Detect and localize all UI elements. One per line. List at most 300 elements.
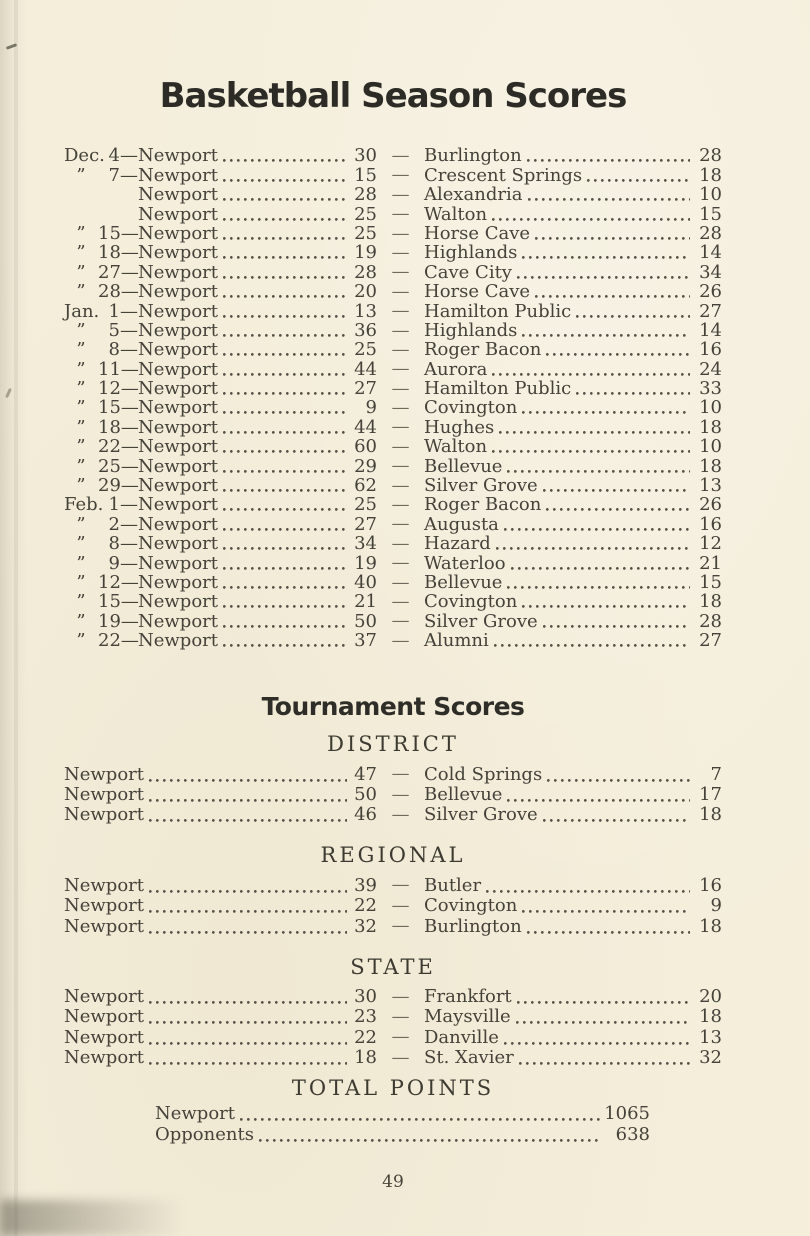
home-side	[64, 573, 377, 592]
game-month: ”	[76, 610, 86, 632]
home-team-name: Newport	[64, 804, 145, 826]
dot-leader	[223, 411, 347, 414]
opponent-side	[424, 262, 722, 281]
home-team-name: Newport	[138, 513, 219, 535]
game-month: ”	[76, 378, 86, 400]
season-score-row	[64, 224, 722, 243]
dot-leader	[486, 890, 690, 893]
home-team-name: Newport	[138, 358, 219, 380]
score-separator-dash: —	[391, 571, 410, 593]
score-separator-dash: —	[391, 435, 410, 457]
opponent-score: 32	[699, 1047, 722, 1069]
dot-leader	[223, 470, 347, 473]
score-separator-dash: —	[391, 338, 410, 360]
home-team-name: Newport	[64, 763, 145, 785]
opponent-score: 13	[699, 1026, 722, 1048]
home-team-score: 19	[354, 242, 377, 264]
game-month: ”	[76, 552, 86, 574]
dot-leader	[492, 218, 690, 221]
home-team-name: Newport	[64, 985, 145, 1007]
dot-leader	[223, 315, 347, 318]
dot-leader	[522, 256, 690, 259]
home-side	[64, 224, 377, 243]
opponent-score: 13	[699, 475, 722, 497]
home-side	[64, 592, 377, 611]
home-team-name: Newport	[64, 895, 145, 917]
dot-leader	[546, 353, 690, 356]
opponent-score: 16	[699, 513, 722, 535]
opponent-side	[424, 165, 722, 184]
season-score-row	[64, 359, 722, 378]
opponent-name: Covington	[424, 895, 518, 917]
game-month: ”	[76, 513, 86, 535]
game-month: Dec.	[64, 145, 105, 167]
opponent-name: Cave City	[424, 261, 512, 283]
game-month: ”	[76, 571, 86, 593]
tournament-score-row	[64, 1027, 722, 1047]
game-month: ”	[76, 242, 86, 264]
season-score-row	[64, 146, 722, 165]
game-month: ”	[76, 475, 86, 497]
dot-leader	[223, 218, 347, 221]
season-score-row	[64, 437, 722, 456]
dot-leader	[576, 392, 690, 395]
opponent-side	[424, 1007, 722, 1027]
dot-leader	[223, 547, 347, 550]
season-score-row	[64, 262, 722, 281]
score-separator-dash: —	[391, 532, 410, 554]
game-month: ”	[76, 281, 86, 303]
score-separator-dash: —	[391, 164, 410, 186]
game-day: 29—	[98, 475, 139, 497]
opponent-name: Roger Bacon	[424, 339, 542, 361]
dot-leader	[223, 644, 347, 647]
opponent-side	[424, 185, 722, 204]
opponent-name: Crescent Springs	[424, 164, 583, 186]
dot-leader	[492, 373, 690, 376]
opponent-name: Hazard	[424, 533, 491, 555]
home-team-score: 28	[354, 261, 377, 283]
dot-leader	[547, 779, 690, 782]
score-separator-dash: —	[391, 203, 410, 225]
opponent-side	[424, 592, 722, 611]
opponent-score: 18	[699, 164, 722, 186]
opponent-name: Silver Grove	[424, 610, 538, 632]
total-points-row	[155, 1104, 650, 1124]
season-score-row	[64, 282, 722, 301]
season-score-row	[64, 534, 722, 553]
dot-leader	[223, 489, 347, 492]
dot-leader	[504, 1042, 690, 1045]
home-team-name: Newport	[138, 475, 219, 497]
opponent-score: 15	[699, 203, 722, 225]
home-side	[64, 476, 377, 495]
home-team-name: Newport	[138, 455, 219, 477]
score-separator-dash: —	[391, 1005, 410, 1027]
home-team-score: 39	[354, 874, 377, 896]
opponent-name: Butler	[424, 874, 482, 896]
game-day: 15—	[98, 222, 139, 244]
opponent-score: 28	[699, 145, 722, 167]
home-team-score: 50	[354, 610, 377, 632]
total-points-heading: TOTAL POINTS	[291, 1076, 495, 1101]
game-day: 27—	[98, 261, 139, 283]
score-separator-dash: —	[391, 300, 410, 322]
dot-leader	[507, 586, 690, 589]
game-day: 2—	[108, 513, 138, 535]
game-month: ”	[76, 416, 86, 438]
dot-leader	[149, 890, 347, 893]
home-team-name: Newport	[138, 533, 219, 555]
dot-leader	[223, 334, 347, 337]
opponent-side	[424, 611, 722, 630]
home-side	[64, 282, 377, 301]
total-points-value: 638	[615, 1123, 650, 1145]
season-score-row	[64, 573, 722, 592]
score-separator-dash: —	[391, 1046, 410, 1068]
score-separator-dash: —	[391, 319, 410, 341]
home-side	[64, 456, 377, 475]
opponent-side	[424, 301, 722, 320]
home-side	[64, 514, 377, 533]
dot-leader	[223, 450, 347, 453]
home-team-score: 37	[354, 630, 377, 652]
home-team-score: 40	[354, 571, 377, 593]
opponent-name: Hamilton Public	[424, 300, 572, 322]
home-team-name: Newport	[64, 915, 145, 937]
season-score-row	[64, 553, 722, 572]
opponent-score: 15	[699, 571, 722, 593]
opponent-score: 10	[699, 436, 722, 458]
game-day: 18—	[98, 416, 139, 438]
home-side	[64, 165, 377, 184]
home-team-score: 30	[354, 985, 377, 1007]
dot-leader	[149, 1042, 347, 1045]
opponent-name: Covington	[424, 591, 518, 613]
home-side	[64, 495, 377, 514]
tournament-section-heading: STATE	[350, 954, 436, 979]
home-team-name: Newport	[64, 783, 145, 805]
dot-leader	[223, 237, 347, 240]
opponent-score: 9	[710, 895, 722, 917]
home-side	[64, 534, 377, 553]
tournament-score-row	[64, 764, 722, 784]
total-points-value: 1065	[604, 1103, 650, 1125]
opponent-name: Waterloo	[424, 552, 506, 574]
opponent-score: 12	[699, 533, 722, 555]
game-month: ”	[76, 339, 86, 361]
opponent-score: 7	[710, 763, 722, 785]
opponent-name: Burlington	[424, 915, 522, 937]
opponent-score: 20	[699, 985, 722, 1007]
game-day: 5—	[108, 319, 138, 341]
opponent-side	[424, 282, 722, 301]
dot-leader	[527, 931, 690, 934]
home-team-name: Newport	[64, 1006, 145, 1028]
dot-leader	[496, 547, 690, 550]
home-team-name: Newport	[138, 164, 219, 186]
game-month: ”	[76, 261, 86, 283]
game-month: ”	[76, 358, 86, 380]
home-side	[64, 875, 377, 895]
score-separator-dash: —	[391, 145, 410, 166]
home-team-score: 60	[354, 436, 377, 458]
tournament-score-row	[64, 875, 722, 895]
home-team-name: Newport	[64, 874, 145, 896]
dot-leader	[522, 605, 690, 608]
score-separator-dash: —	[391, 358, 410, 380]
opponent-side	[424, 896, 722, 916]
game-day: 1—	[108, 300, 138, 322]
dot-leader	[543, 819, 690, 822]
game-month: ”	[76, 164, 86, 186]
score-separator-dash: —	[391, 377, 410, 399]
home-side	[64, 631, 377, 650]
tournament-score-row	[64, 785, 722, 805]
page-number: 49	[382, 1171, 404, 1192]
score-separator-dash: —	[391, 803, 410, 825]
home-team-name: Newport	[64, 1047, 145, 1069]
home-team-name: Newport	[64, 1026, 145, 1048]
opponent-name: Bellevue	[424, 571, 503, 593]
dot-leader	[223, 373, 347, 376]
opponent-name: Horse Cave	[424, 222, 531, 244]
score-separator-dash: —	[391, 763, 410, 785]
game-day: 18—	[98, 242, 139, 264]
opponent-score: 18	[699, 591, 722, 613]
opponent-score: 28	[699, 222, 722, 244]
game-month: ”	[76, 222, 86, 244]
score-separator-dash: —	[391, 985, 410, 1007]
score-separator-dash: —	[391, 783, 410, 805]
opponent-score: 18	[699, 455, 722, 477]
dot-leader	[149, 910, 347, 913]
home-side	[64, 417, 377, 436]
opponent-score: 16	[699, 339, 722, 361]
score-separator-dash: —	[391, 874, 410, 896]
opponent-name: Cold Springs	[424, 763, 543, 785]
score-separator-dash: —	[391, 629, 410, 651]
home-side	[64, 146, 377, 165]
opponent-name: Alexandria	[424, 184, 523, 206]
home-team-score: 47	[354, 763, 377, 785]
tournament-score-row	[64, 916, 722, 936]
dot-leader	[223, 392, 347, 395]
season-score-row	[64, 592, 722, 611]
dot-leader	[223, 567, 347, 570]
opponent-score: 21	[699, 552, 722, 574]
total-points-row	[155, 1124, 650, 1144]
season-score-list	[64, 146, 722, 650]
season-score-row	[64, 204, 722, 223]
home-team-score: 15	[354, 164, 377, 186]
tournament-section-rows	[64, 987, 722, 1069]
opponent-score: 24	[699, 358, 722, 380]
opponent-side	[424, 805, 722, 825]
dot-leader	[223, 295, 347, 298]
dot-leader	[507, 799, 690, 802]
opponent-name: Aurora	[424, 358, 488, 380]
score-separator-dash: —	[391, 1026, 410, 1048]
score-separator-dash: —	[391, 455, 410, 477]
game-day: 12—	[98, 378, 139, 400]
dot-leader	[149, 779, 347, 782]
home-side	[64, 185, 377, 204]
opponent-name: Silver Grove	[424, 475, 538, 497]
home-team-name: Newport	[138, 242, 219, 264]
opponent-side	[424, 204, 722, 223]
opponent-score: 28	[699, 610, 722, 632]
home-team-score: 27	[354, 513, 377, 535]
dot-leader	[522, 411, 690, 414]
bottom-left-scan-shadow	[0, 1200, 230, 1236]
score-separator-dash: —	[391, 494, 410, 516]
home-team-score: 44	[354, 358, 377, 380]
game-day: 19—	[98, 610, 139, 632]
opponent-side	[424, 1048, 722, 1068]
home-side	[64, 785, 377, 805]
home-team-score: 22	[354, 895, 377, 917]
home-side	[64, 321, 377, 340]
opponent-score: 14	[699, 242, 722, 264]
home-team-score: 34	[354, 533, 377, 555]
score-separator-dash: —	[391, 474, 410, 496]
season-score-row	[64, 379, 722, 398]
season-score-row	[64, 185, 722, 204]
opponent-side	[424, 495, 722, 514]
dot-leader	[223, 528, 347, 531]
season-score-row	[64, 243, 722, 262]
dot-leader	[223, 625, 347, 628]
home-side	[64, 340, 377, 359]
dot-leader	[576, 315, 690, 318]
dot-leader	[517, 276, 690, 279]
game-month: Feb.	[64, 494, 104, 516]
opponent-name: Highlands	[424, 242, 518, 264]
opponent-side	[424, 764, 722, 784]
score-separator-dash: —	[391, 280, 410, 302]
season-score-row	[64, 456, 722, 475]
tournament-section-heading: DISTRICT	[327, 732, 459, 757]
opponent-name: Bellevue	[424, 783, 503, 805]
page-content	[64, 0, 722, 1191]
home-team-name: Newport	[138, 552, 219, 574]
opponent-side	[424, 243, 722, 262]
home-team-score: 13	[354, 300, 377, 322]
tournament-section-rows	[64, 764, 722, 825]
season-score-row	[64, 340, 722, 359]
game-day: 12—	[98, 571, 139, 593]
tournament-sections	[64, 733, 722, 1068]
dot-leader	[223, 276, 347, 279]
home-side	[64, 987, 377, 1007]
page-title: Basketball Season Scores	[159, 76, 627, 116]
home-side	[64, 1027, 377, 1047]
tournament-score-row	[64, 1007, 722, 1027]
home-team-score: 21	[354, 591, 377, 613]
game-month: ”	[76, 630, 86, 652]
game-month: ”	[76, 591, 86, 613]
opponent-score: 16	[699, 874, 722, 896]
home-team-score: 36	[354, 319, 377, 341]
opponent-score: 34	[699, 261, 722, 283]
home-side	[64, 437, 377, 456]
game-day: 4—	[108, 145, 138, 167]
score-separator-dash: —	[391, 513, 410, 535]
opponent-side	[424, 476, 722, 495]
opponent-score: 17	[699, 783, 722, 805]
game-day: 7—	[108, 164, 138, 186]
home-team-name: Newport	[138, 378, 219, 400]
opponent-name: Highlands	[424, 319, 518, 341]
home-team-name: Newport	[138, 145, 219, 167]
opponent-side	[424, 437, 722, 456]
dot-leader	[543, 489, 690, 492]
season-score-row	[64, 611, 722, 630]
opponent-side	[424, 417, 722, 436]
game-month: ”	[76, 397, 86, 419]
opponent-name: Alumni	[424, 630, 489, 652]
opponent-side	[424, 1027, 722, 1047]
home-side	[64, 262, 377, 281]
home-team-name: Newport	[138, 436, 219, 458]
opponent-score: 10	[699, 397, 722, 419]
opponent-name: Augusta	[424, 513, 499, 535]
home-team-score: 25	[354, 339, 377, 361]
opponent-side	[424, 573, 722, 592]
dot-leader	[527, 159, 690, 162]
game-day: 15—	[98, 397, 139, 419]
opponent-score: 10	[699, 184, 722, 206]
dot-leader	[149, 799, 347, 802]
dot-leader	[528, 198, 691, 201]
score-separator-dash: —	[391, 397, 410, 419]
home-team-name: Newport	[138, 222, 219, 244]
opponent-side	[424, 359, 722, 378]
opponent-name: Frankfort	[424, 985, 512, 1007]
dot-leader	[543, 625, 690, 628]
dot-leader	[223, 159, 347, 162]
season-score-row	[64, 495, 722, 514]
dot-leader	[507, 470, 690, 473]
opponent-side	[424, 534, 722, 553]
opponent-side	[424, 514, 722, 533]
game-day: 9—	[108, 552, 138, 574]
home-team-name: Newport	[138, 184, 219, 206]
home-team-score: 27	[354, 378, 377, 400]
home-side	[64, 1007, 377, 1027]
score-separator-dash: —	[391, 590, 410, 612]
tournament-score-row	[64, 987, 722, 1007]
home-team-name: Newport	[138, 610, 219, 632]
dot-leader	[492, 450, 690, 453]
total-points-label: Opponents	[155, 1123, 254, 1145]
opponent-side	[424, 987, 722, 1007]
dot-leader	[223, 198, 347, 201]
dot-leader	[223, 586, 347, 589]
opponent-side	[424, 553, 722, 572]
home-side	[64, 204, 377, 223]
dot-leader	[519, 1062, 690, 1065]
total-points-label: Newport	[155, 1103, 236, 1125]
season-score-row	[64, 301, 722, 320]
opponent-side	[424, 224, 722, 243]
home-side	[64, 243, 377, 262]
game-day: 1—	[108, 494, 138, 516]
tournament-score-row	[64, 896, 722, 916]
home-side	[64, 916, 377, 936]
opponent-side	[424, 340, 722, 359]
